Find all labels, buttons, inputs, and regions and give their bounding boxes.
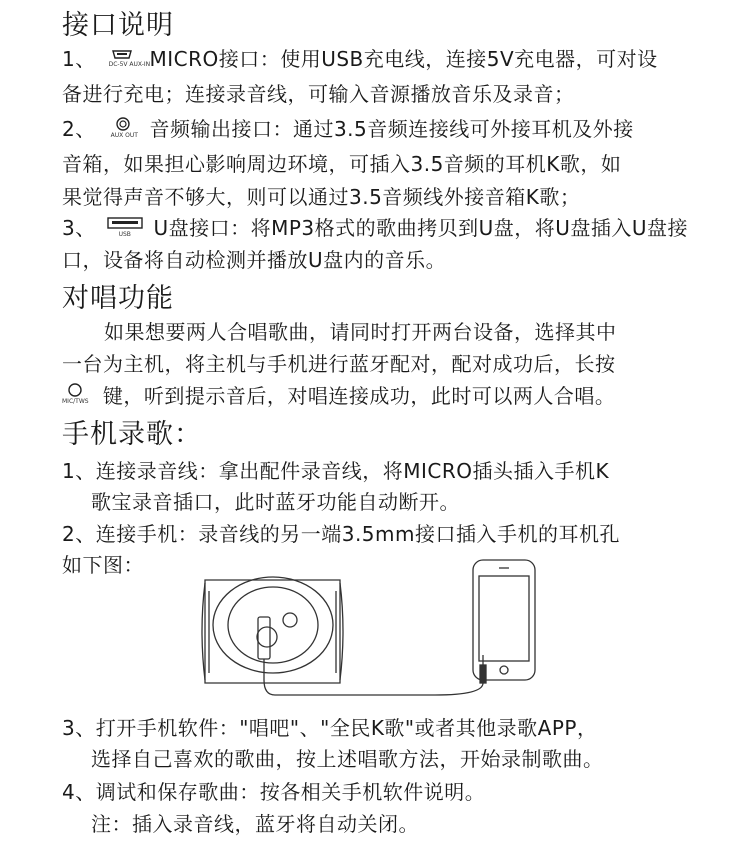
duet-text-3: 键，听到提示音后，对唱连接成功，此时可以两人合唱。 <box>102 384 616 408</box>
duet-line-3 <box>62 380 615 409</box>
port-item-3-line-2: 口，设备将自动检测并播放U盘内的音乐。 <box>62 248 447 272</box>
port-item-2-text-1: 音频输出接口：通过3.5音频连接线可外接耳机及外接 <box>149 117 634 141</box>
record-step-3-line-1: 3、打开手机软件："唱吧"、"全民K歌"或者其他录歌APP， <box>62 716 598 740</box>
phone-illustration <box>473 560 535 680</box>
usb-port-icon: USB <box>103 219 147 241</box>
heading-duet: 对唱功能 <box>62 283 174 314</box>
record-step-1-line-1: 1、连接录音线：拿出配件录音线，将MICRO插头插入手机K <box>62 459 610 483</box>
port-item-1-line-1 <box>62 43 658 72</box>
item-number: 1、 <box>62 47 96 71</box>
record-step-4-line-1: 4、调试和保存歌曲：按各相关手机软件说明。 <box>62 780 486 804</box>
port-item-2-line-1 <box>62 113 634 142</box>
mic-tws-button-icon: MIC/TWS <box>62 387 96 409</box>
heading-ports: 接口说明 <box>62 10 174 41</box>
audio-jack-port-icon: AUX OUT <box>103 120 143 142</box>
speaker-illustration <box>202 577 435 695</box>
record-step-2-line-1: 2、连接手机：录音线的另一端3.5mm接口插入手机的耳机孔 <box>62 522 620 546</box>
record-step-2-line-2: 如下图： <box>62 553 144 577</box>
item-number: 3、 <box>62 216 96 240</box>
duet-line-1: 如果想要两人合唱歌曲，请同时打开两台设备，选择其中 <box>104 320 617 344</box>
port-item-3-text-1: U盘接口：将MP3格式的歌曲拷贝到U盘，将U盘插入U盘接 <box>153 216 689 240</box>
record-step-3-line-2: 选择自己喜欢的歌曲，按上述唱歌方法，开始录制歌曲。 <box>91 747 604 771</box>
port-item-2-line-2: 音箱，如果担心影响周边环境，可插入3.5音频的耳机K歌，如 <box>62 152 622 176</box>
heading-record: 手机录歌： <box>62 419 202 450</box>
item-number: 2、 <box>62 117 96 141</box>
record-step-1-line-2: 歌宝录音插口，此时蓝牙功能自动断开。 <box>91 490 460 514</box>
duet-line-2: 一台为主机，将主机与手机进行蓝牙配对，配对成功后，长按 <box>62 352 616 376</box>
port-item-2-line-3: 果觉得声音不够大，则可以通过3.5音频线外接音箱K歌； <box>62 185 581 209</box>
record-note: 注：插入录音线，蓝牙将自动关闭。 <box>91 812 419 836</box>
port-item-1-text-1: MICRO接口：使用USB充电线，连接5V充电器，可对设 <box>149 47 658 71</box>
port-item-3-line-1 <box>62 212 688 241</box>
port-item-1-line-2: 备进行充电；连接录音线，可输入音源播放音乐及录音； <box>62 82 575 106</box>
speaker-phone-connection-illustration <box>195 555 545 715</box>
micro-usb-port-icon: DC-5V AUX-IN <box>103 50 143 72</box>
